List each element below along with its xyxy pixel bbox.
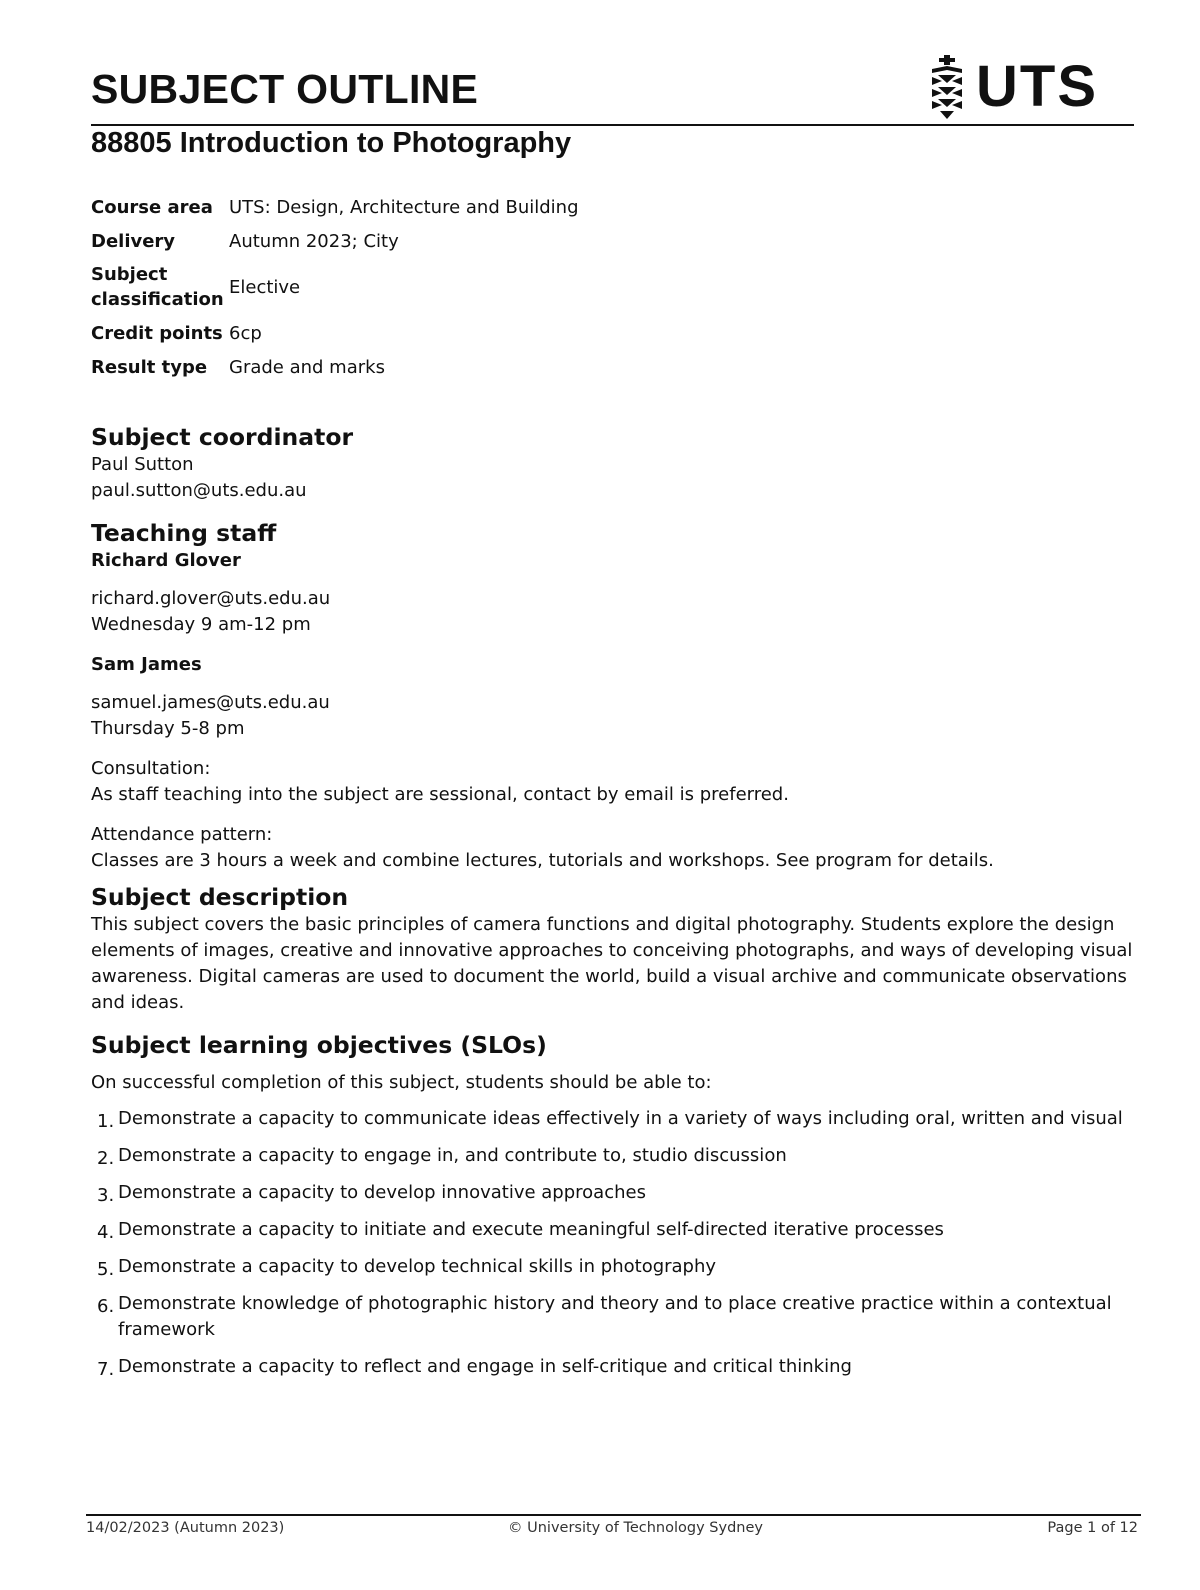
list-item	[91, 1291, 1136, 1343]
consultation-text: As staff teaching into the subject are sessional, contact by email is preferred.	[91, 784, 789, 805]
slos-heading: Subject learning objectives (SLOs)	[91, 1031, 547, 1059]
uts-logo	[928, 52, 1098, 122]
list-item-text: Demonstrate a capacity to develop innovative approaches	[118, 1182, 646, 1203]
details-label-line1: Subject	[91, 264, 168, 285]
details-row-credit-points	[91, 316, 579, 350]
slos-intro: On successful completion of this subject, students should be able to:	[91, 1072, 712, 1093]
list-item	[91, 1217, 1136, 1243]
list-item-number: 3.	[97, 1185, 115, 1206]
list-item-number: 6.	[97, 1296, 115, 1317]
list-item-text: Demonstrate a capacity to engage in, and contribute to, studio discussion	[118, 1145, 787, 1166]
consultation-label: Consultation:	[91, 758, 211, 779]
details-row-result-type	[91, 350, 579, 384]
list-item-text: Demonstrate a capacity to initiate and execute meaningful self-directed iterative processes	[118, 1219, 944, 1240]
description-text: This subject covers the basic principles of camera functions and digital photography. Students explore the design elements of images, creative and innovative approaches to conceiving photographs, and ways of developing visual awareness. Digital cameras are used to document the world, build a visual archive and communicate observations and ideas.	[91, 914, 1133, 1013]
uts-crest-icon	[928, 53, 966, 121]
details-label: Result type	[91, 356, 208, 378]
staff-time: Wednesday 9 am-12 pm	[91, 614, 311, 635]
details-label: Delivery	[91, 230, 176, 252]
list-item-number: 4.	[97, 1222, 115, 1243]
coordinator-email[interactable]: paul.sutton@uts.edu.au	[91, 480, 307, 501]
details-row-course-area	[91, 190, 579, 224]
details-value: Grade and marks	[229, 356, 385, 378]
staff-name: Richard Glover	[91, 550, 241, 571]
details-value: Elective	[229, 276, 301, 298]
attendance-text: Classes are 3 hours a week and combine lectures, tutorials and workshops. See program for details.	[91, 850, 994, 871]
list-item	[91, 1106, 1136, 1132]
list-item-text: Demonstrate knowledge of photographic history and theory and to place creative practice within a contextual framework	[118, 1293, 1112, 1340]
list-item-text: Demonstrate a capacity to develop technical skills in photography	[118, 1256, 717, 1277]
subject-details-table	[91, 190, 579, 384]
list-item-number: 1.	[97, 1111, 115, 1132]
footer-divider	[86, 1514, 1141, 1516]
page-title: SUBJECT OUTLINE	[91, 66, 479, 112]
subject-title: 88805 Introduction to Photography	[91, 127, 572, 159]
staff-email[interactable]: richard.glover@uts.edu.au	[91, 588, 331, 609]
outline-body	[91, 422, 1136, 1391]
details-label	[91, 258, 229, 316]
details-label: Credit points	[91, 322, 223, 344]
list-item-number: 7.	[97, 1359, 115, 1380]
list-item-number: 2.	[97, 1148, 115, 1169]
list-item-number: 5.	[97, 1259, 115, 1280]
description-heading: Subject description	[91, 883, 349, 911]
coordinator-name: Paul Sutton	[91, 454, 194, 475]
staff-name: Sam James	[91, 654, 202, 675]
details-label-line2: classification	[91, 289, 224, 310]
details-row-classification	[91, 258, 579, 316]
staff-email[interactable]: samuel.james@uts.edu.au	[91, 692, 330, 713]
list-item-text: Demonstrate a capacity to communicate ideas effectively in a variety of ways including oral, written and visual	[118, 1108, 1123, 1129]
slos-list	[91, 1106, 1136, 1380]
staff-time: Thursday 5-8 pm	[91, 718, 245, 739]
attendance-label: Attendance pattern:	[91, 824, 273, 845]
footer-page-number: Page 1 of 12	[1047, 1520, 1138, 1536]
list-item-text: Demonstrate a capacity to reflect and engage in self-critique and critical thinking	[118, 1356, 852, 1377]
list-item	[91, 1354, 1136, 1380]
teaching-staff-heading: Teaching staff	[91, 519, 277, 547]
list-item	[91, 1143, 1136, 1169]
details-label: Course area	[91, 196, 213, 218]
coordinator-heading: Subject coordinator	[91, 423, 354, 451]
footer-date: 14/02/2023 (Autumn 2023)	[86, 1520, 285, 1536]
footer-copyright: © University of Technology Sydney	[508, 1520, 763, 1536]
details-value: Autumn 2023; City	[229, 230, 399, 252]
uts-logo-text: UTS	[976, 54, 1098, 119]
details-value: UTS: Design, Architecture and Building	[229, 196, 579, 218]
details-row-delivery	[91, 224, 579, 258]
details-value: 6cp	[229, 322, 262, 344]
header-divider	[91, 124, 1134, 126]
list-item	[91, 1180, 1136, 1206]
list-item	[91, 1254, 1136, 1280]
